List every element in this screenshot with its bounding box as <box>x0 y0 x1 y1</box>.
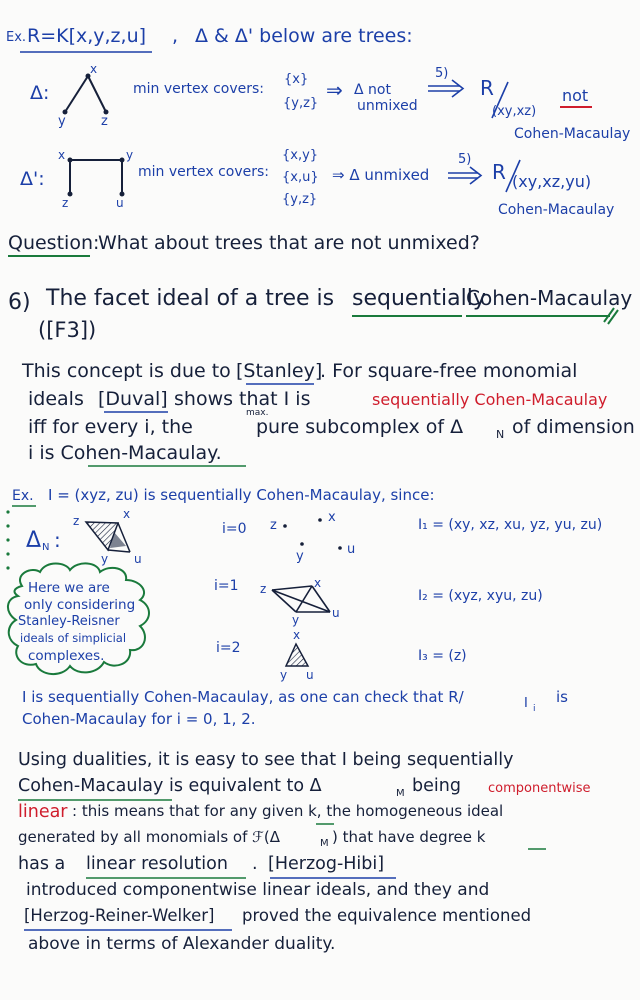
example-label: Ex. <box>6 30 27 45</box>
section-title-cm: Cohen-Macaulay <box>466 286 633 310</box>
duality-line-6: introduced componentwise linear ideals, and they and <box>26 880 490 900</box>
stanley-line2-c: shows that I is <box>174 388 311 410</box>
duality-line-3: : this means that for any given k, the homogeneous ideal <box>72 802 504 820</box>
delta-vertex-x: x <box>90 62 98 76</box>
example2-conclusion-is: is <box>556 688 568 706</box>
i0-label: i=0 <box>222 521 247 537</box>
duality-line-2: Cohen-Macaulay is equivalent to Δ <box>18 776 322 796</box>
note-line-3: Stanley-Reisner <box>18 614 120 629</box>
delta-n-subscript: N <box>496 428 505 441</box>
stanley-line4: i is Cohen-Macaulay. <box>28 442 222 464</box>
note-line-1: Here we are <box>28 580 110 596</box>
delta-prime-cm-label: Cohen-Macaulay <box>498 202 615 218</box>
stanley-line3-a: iff for every i, the <box>28 416 193 438</box>
i0-vertex-z: z <box>270 518 277 533</box>
delta-prime-quotient-R: R <box>492 160 506 184</box>
trees-intro: Δ & Δ' below are trees: <box>195 25 413 47</box>
stanley-line3-b: pure subcomplex of Δ <box>256 416 464 438</box>
i1-vertex-u: u <box>332 606 340 620</box>
i0-vertex-x: x <box>328 510 336 525</box>
delta-n-vertex-z: z <box>73 514 80 528</box>
i2-vertex-y: y <box>280 668 288 682</box>
section-citation: ([F3]) <box>38 318 97 342</box>
delta-m-subscript: M <box>396 788 405 799</box>
example2-conclusion-2: Cohen-Macaulay for i = 0, 1, 2. <box>22 710 256 728</box>
delta-prime-cover-2: {x,u} <box>282 170 319 185</box>
stanley-line2-a: ideals <box>28 388 84 410</box>
delta-step-label: 5) <box>435 66 449 81</box>
herzog-reiner-welker-citation: [Herzog-Reiner-Welker] <box>24 906 215 925</box>
delta-vertex-z: z <box>101 114 108 129</box>
duality-being: being <box>412 776 461 796</box>
duality-line-4: generated by all monomials of ℱ(Δ <box>18 828 281 846</box>
ideal-I1: I₁ = (xy, xz, xu, yz, yu, zu) <box>418 517 603 533</box>
example2-conclusion-ideal: I <box>524 696 528 711</box>
stanley-line1-a: This concept is due to <box>22 360 231 382</box>
stanley-line3-c: of dimension <box>512 416 635 438</box>
i1-label: i=1 <box>214 578 239 594</box>
i1-vertex-y: y <box>292 613 300 627</box>
delta-cover-2: {y,z} <box>283 96 319 111</box>
i1-vertex-x: x <box>314 576 322 590</box>
delta-prime-quotient-ideal: (xy,xz,yu) <box>512 172 592 191</box>
delta-prime-unmixed: ⇒ Δ unmixed <box>332 166 430 184</box>
delta-quotient-ideal: (xy,xz) <box>492 104 537 119</box>
delta-n-label: Δ <box>26 528 42 553</box>
i2-vertex-u: u <box>306 668 314 682</box>
section-title: The facet ideal of a tree is <box>46 286 335 311</box>
ideal-I3: I₃ = (z) <box>418 648 467 664</box>
delta-implies-arrow: ⇒ <box>326 78 343 102</box>
delta-prime-vertex-y: y <box>126 148 134 162</box>
delta-unmixed-line: unmixed <box>357 98 418 114</box>
componentwise-red: componentwise <box>488 781 591 796</box>
separator-comma: , <box>172 25 179 47</box>
delta-quotient-R: R <box>480 76 494 100</box>
i2-label: i=2 <box>216 640 241 656</box>
delta-prime-step-label: 5) <box>458 152 472 167</box>
section-title-sequentially: sequentially <box>352 286 486 311</box>
stanley-line1-c: . For square-free monomial <box>320 360 578 382</box>
sequentially-cm-red: sequentially Cohen-Macaulay <box>372 390 608 409</box>
delta-n-label-sub: N <box>42 542 50 553</box>
i2-vertex-x: x <box>293 628 301 642</box>
example2-conclusion-1: I is sequentially Cohen-Macaulay, as one can check that R/ <box>22 688 464 706</box>
delta-not-line: Δ not <box>354 82 391 98</box>
ring-definition: R=K[x,y,z,u] <box>27 25 147 47</box>
example2-statement: I = (xyz, zu) is sequentially Cohen-Macaulay, since: <box>48 486 435 504</box>
delta-n-vertex-u: u <box>134 552 142 566</box>
question-text: What about trees that are not unmixed? <box>98 232 480 254</box>
delta-prime-vertex-u: u <box>116 196 124 210</box>
duality-line-4b: ) that have degree k <box>332 828 486 846</box>
duality-line-5: has a <box>18 854 66 874</box>
delta-vertex-y: y <box>58 114 66 129</box>
example2-conclusion-sub: i <box>533 704 536 714</box>
linear-red: linear <box>18 802 68 822</box>
linear-resolution: linear resolution <box>86 854 228 874</box>
delta-prime-label: Δ': <box>20 168 45 190</box>
duality-line-1: Using dualities, it is easy to see that I being sequentially <box>18 750 514 770</box>
i0-vertex-u: u <box>347 542 356 557</box>
delta-prime-covers-label: min vertex covers: <box>138 164 270 180</box>
delta-label: Δ: <box>30 82 50 104</box>
delta-not-cm: not <box>562 86 589 105</box>
ideal-I2: I₂ = (xyz, xyu, zu) <box>418 588 543 604</box>
delta-m-subscript-2: M <box>320 838 329 849</box>
duval-citation: [Duval] <box>98 388 168 410</box>
example2-label: Ex. <box>12 488 34 504</box>
duality-line-8: above in terms of Alexander duality. <box>28 934 336 954</box>
delta-prime-cover-1: {x,y} <box>282 148 319 163</box>
delta-cm-label: Cohen-Macaulay <box>514 126 631 142</box>
section-number: 6) <box>8 290 31 315</box>
delta-prime-vertex-x: x <box>58 148 66 162</box>
herzog-hibi-citation: [Herzog-Hibi] <box>268 854 385 874</box>
question-label: Question: <box>8 232 100 254</box>
i0-vertex-y: y <box>296 549 304 564</box>
delta-prime-cover-3: {y,z} <box>282 192 318 207</box>
stanley-citation: [Stanley] <box>236 360 323 382</box>
delta-cover-1: {x} <box>284 72 309 87</box>
delta-n-colon: : <box>54 528 61 552</box>
duality-line-7: proved the equivalence mentioned <box>242 906 532 925</box>
max-superscript: max. <box>246 408 269 418</box>
delta-covers-label: min vertex covers: <box>133 81 265 97</box>
note-line-5: complexes. <box>28 648 105 664</box>
note-line-4: ideals of simplicial <box>20 631 127 645</box>
delta-n-vertex-x: x <box>123 507 131 521</box>
delta-prime-vertex-z: z <box>62 196 69 210</box>
note-line-2: only considering <box>24 597 136 613</box>
duality-period: . <box>252 854 258 874</box>
delta-n-vertex-y: y <box>101 552 109 566</box>
i1-vertex-z: z <box>260 582 267 596</box>
